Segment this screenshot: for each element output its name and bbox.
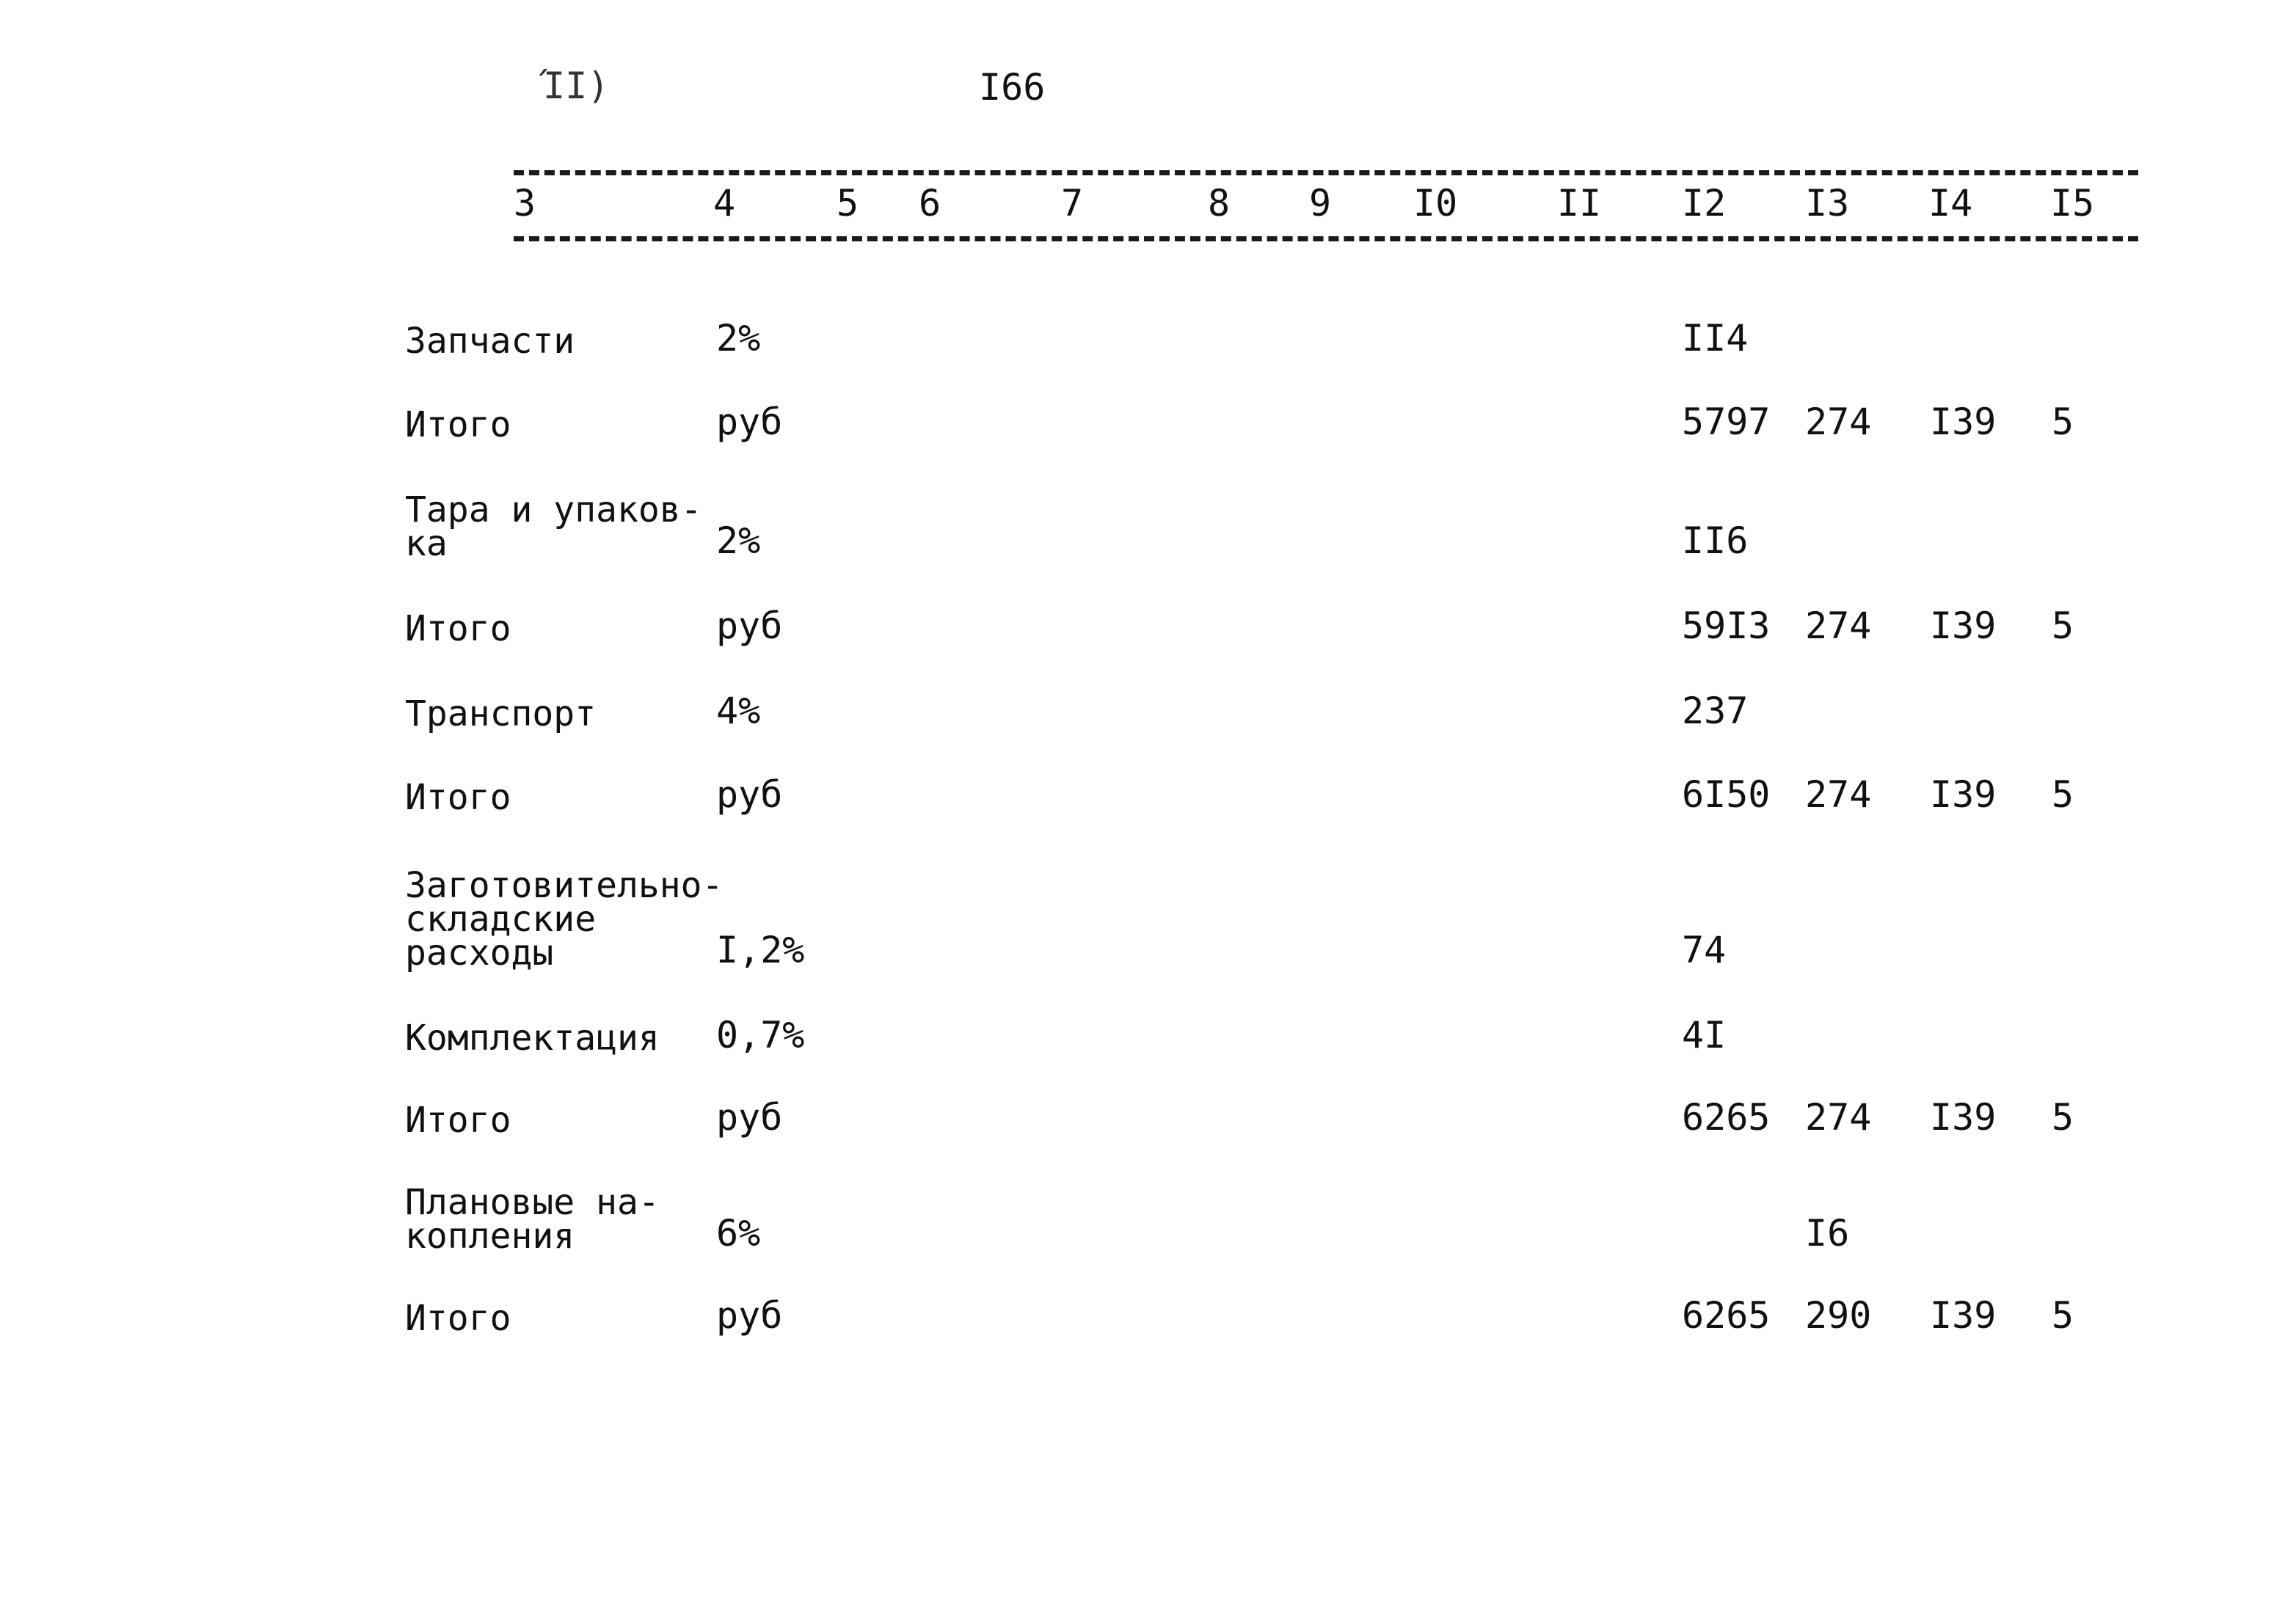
cell-col-4: руб	[716, 1096, 783, 1139]
cell-col-4: руб	[716, 773, 783, 816]
cell-col-4: 2%	[716, 519, 761, 562]
cell-col-13: 274	[1805, 401, 1872, 443]
cell-col-15: 5	[2052, 605, 2074, 647]
column-header-4: 4	[713, 182, 736, 224]
cell-col-4: 4%	[716, 690, 761, 732]
header-rule-top	[514, 170, 2138, 175]
column-header-3: 3	[514, 182, 536, 224]
cell-col-4: 6%	[716, 1212, 761, 1255]
column-header-8: 8	[1208, 182, 1231, 224]
cell-col-14: I39	[1930, 1294, 1997, 1337]
row-label: Комплектация	[405, 1018, 660, 1059]
section-mark: ΊΙ)	[543, 65, 610, 107]
column-header-13: I3	[1805, 182, 1850, 224]
cell-col-12: 6265	[1682, 1294, 1771, 1337]
cell-col-4: 0,7%	[716, 1014, 805, 1056]
cell-col-15: 5	[2052, 1096, 2074, 1139]
row-label: Тара и упаков- ка	[405, 489, 702, 564]
cell-col-14: I39	[1930, 605, 1997, 647]
row-label: Итого	[405, 1100, 511, 1141]
column-header-6: 6	[919, 182, 941, 224]
column-header-14: I4	[1928, 182, 1973, 224]
cell-col-12: 74	[1682, 929, 1727, 971]
cell-col-12: 6I50	[1682, 773, 1771, 816]
cell-col-4: руб	[716, 1294, 783, 1337]
cell-col-4: руб	[716, 401, 783, 443]
cell-col-12: 237	[1682, 690, 1749, 732]
cell-col-15: 5	[2052, 773, 2074, 816]
cell-col-14: I39	[1930, 773, 1997, 816]
page-number: I66	[979, 66, 1046, 109]
cell-col-15: 5	[2052, 401, 2074, 443]
cell-col-12: 6265	[1682, 1096, 1771, 1139]
column-header-11: II	[1557, 182, 1602, 224]
cell-col-14: I39	[1930, 1096, 1997, 1139]
row-label: Итого	[405, 777, 511, 818]
row-label: Запчасти	[405, 321, 575, 362]
row-label: Итого	[405, 404, 511, 445]
cell-col-14: I39	[1930, 401, 1997, 443]
row-label: Транспорт	[405, 693, 597, 734]
column-header-12: I2	[1682, 182, 1727, 224]
column-header-15: I5	[2050, 182, 2095, 224]
row-label: Итого	[405, 608, 511, 649]
cell-col-12: II6	[1682, 519, 1749, 562]
cell-col-12: 5797	[1682, 401, 1771, 443]
cell-col-12: 4I	[1682, 1014, 1727, 1056]
cell-col-15: 5	[2052, 1294, 2074, 1337]
cell-col-13: 274	[1805, 773, 1872, 816]
cell-col-4: руб	[716, 605, 783, 647]
cell-col-13: 290	[1805, 1294, 1872, 1337]
row-label: Плановые на- копления	[405, 1182, 660, 1257]
column-header-7: 7	[1061, 182, 1084, 224]
header-rule-bottom	[514, 236, 2138, 241]
cell-col-4: 2%	[716, 317, 761, 359]
cell-col-12: II4	[1682, 317, 1749, 359]
row-label: Итого	[405, 1298, 511, 1339]
cell-col-4: I,2%	[716, 929, 805, 971]
row-label: Заготовительно- складские расходы	[405, 865, 724, 974]
column-header-10: I0	[1413, 182, 1458, 224]
cell-col-13: I6	[1805, 1212, 1850, 1255]
column-header-5: 5	[837, 182, 859, 224]
column-header-9: 9	[1309, 182, 1332, 224]
cell-col-13: 274	[1805, 605, 1872, 647]
cell-col-12: 59I3	[1682, 605, 1771, 647]
cell-col-13: 274	[1805, 1096, 1872, 1139]
